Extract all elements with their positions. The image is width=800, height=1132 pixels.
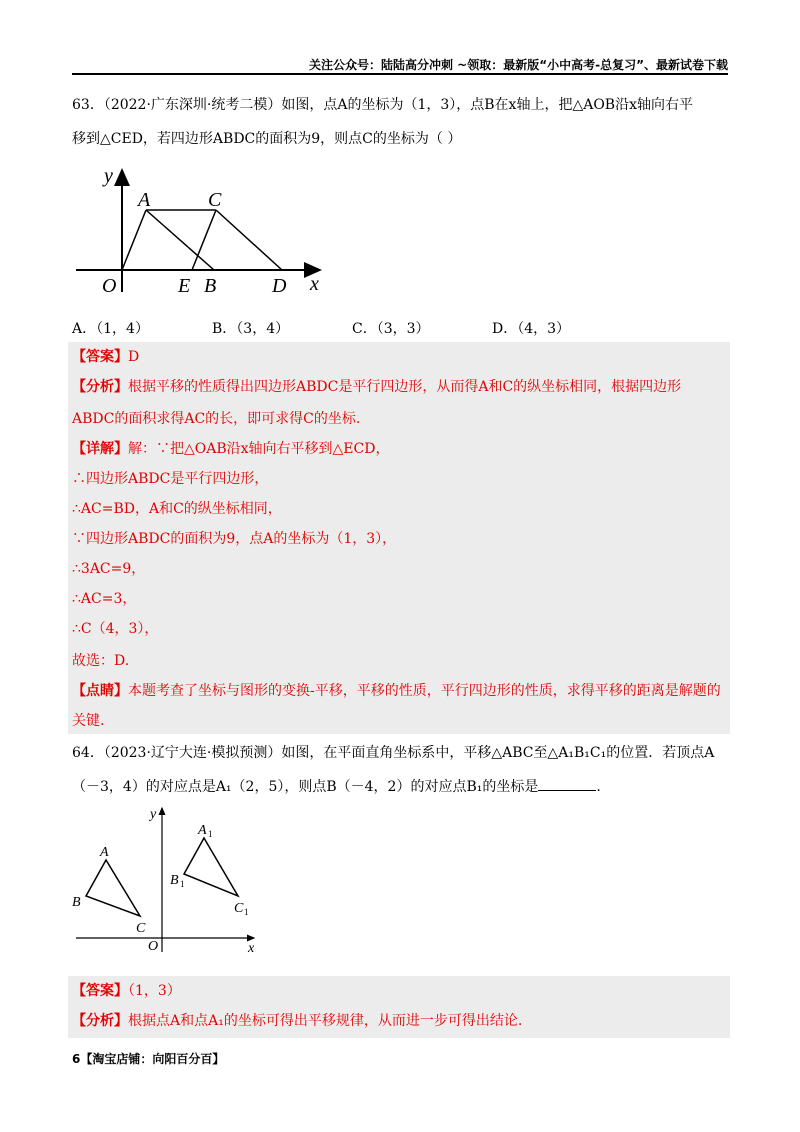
q63-detail-line4: ∵四边形ABDC的面积为9，点A的坐标为（1，3）， (72, 531, 397, 547)
q63-analysis-line2: ABDC的面积求得AC的长，即可求得C的坐标. (72, 411, 361, 427)
q64-label-B: B (72, 895, 81, 910)
q63-detail-line8: 故选：D. (72, 653, 130, 669)
q64-label-y: y (150, 807, 157, 822)
q63-label-A: A (138, 189, 151, 211)
q64-stem-line2: （－3，4）的对应点是A₁（2，5），则点B（－4，2）的对应点B₁的坐标是 . (72, 776, 601, 796)
q63-comment-line1: 【点睛】本题考查了坐标与图形的变换-平移，平移的性质，平行四边形的性质，求得平移的距离是解题的 (72, 683, 721, 699)
header-divider (72, 73, 728, 75)
q63-answer: 【答案】D (72, 349, 140, 365)
q63-detail-line6: ∴AC=3， (72, 591, 137, 607)
q63-label-O: O (102, 275, 117, 297)
q64-label-C: C (136, 921, 146, 936)
q63-stem-line2: 移到△CED，若四边形ABDC的面积为9，则点C的坐标为（ ） (72, 131, 462, 147)
q63-detail-line5: ∴3AC=9， (72, 561, 146, 577)
q64-analysis: 【分析】根据点A和点A₁的坐标可得出平移规律，从而进一步可得出结论. (72, 1013, 523, 1029)
q63-analysis-line1: 【分析】根据平移的性质得出四边形ABDC是平行四边形，从而得A和C的纵坐标相同，根据四边形 (72, 379, 682, 395)
q63-seg-CD (216, 210, 282, 270)
q63-label-C: C (208, 189, 222, 211)
q64-label-B1: B (170, 873, 179, 888)
q64-label-C1-sub: 1 (244, 907, 249, 917)
q63-comment-line2: 关键. (72, 713, 105, 729)
q63-option-d: D．（4，3） (492, 321, 571, 337)
q63-option-b: B．（3，4） (212, 321, 290, 337)
q64-label-x: x (248, 941, 255, 956)
q64-label-A1: A (198, 823, 207, 838)
q63-detail-line1: 【详解】解：∵把△OAB沿x轴向右平移到△ECD， (72, 441, 390, 457)
page-header: 关注公众号：陆陆高分冲刺 ~领取：最新版“小中高考-总复习”、最新试卷下载 (309, 58, 728, 72)
q63-label-y: y (104, 165, 113, 187)
q64-label-C1: C (234, 901, 244, 916)
q63-option-a: A．（1，4） (72, 321, 149, 337)
q63-detail-line3: ∴AC=BD，A和C的纵坐标相同， (72, 501, 282, 517)
q63-seg-OA (122, 210, 146, 270)
q64-figure (68, 800, 268, 960)
q63-detail-line7: ∴C（4，3）， (72, 621, 159, 637)
q63-figure (70, 162, 340, 298)
q63-stem-line1: 63．（2022·广东深圳·统考二模）如图，点A的坐标为（1，3），点B在x轴上，把△AOB沿x轴向右平 (72, 97, 693, 113)
q64-label-A: A (100, 845, 109, 860)
q64-answer: 【答案】（1，3） (72, 983, 181, 999)
q64-label-A1-sub: 1 (208, 829, 213, 839)
q64-triangle-abc (86, 860, 140, 916)
q63-option-c: C．（3，3） (352, 321, 430, 337)
q64-stem-line1: 64．（2023·辽宁大连·模拟预测）如图，在平面直角坐标系中，平移△ABC至△A₁B₁C₁的位置．若顶点A (72, 745, 715, 761)
q64-answer-blank (538, 776, 596, 791)
q64-label-B1-sub: 1 (180, 879, 185, 889)
q63-label-D: D (272, 275, 287, 297)
q63-label-B: B (204, 275, 217, 297)
q64-label-O: O (148, 939, 159, 954)
page-footer: 6【淘宝店铺：向阳百分百】 (72, 1052, 225, 1066)
q64-triangle-a1b1c1 (184, 838, 238, 896)
q63-label-x: x (310, 273, 319, 295)
q63-detail-line2: ∴四边形ABDC是平行四边形， (72, 471, 269, 487)
q63-label-E: E (178, 275, 191, 297)
